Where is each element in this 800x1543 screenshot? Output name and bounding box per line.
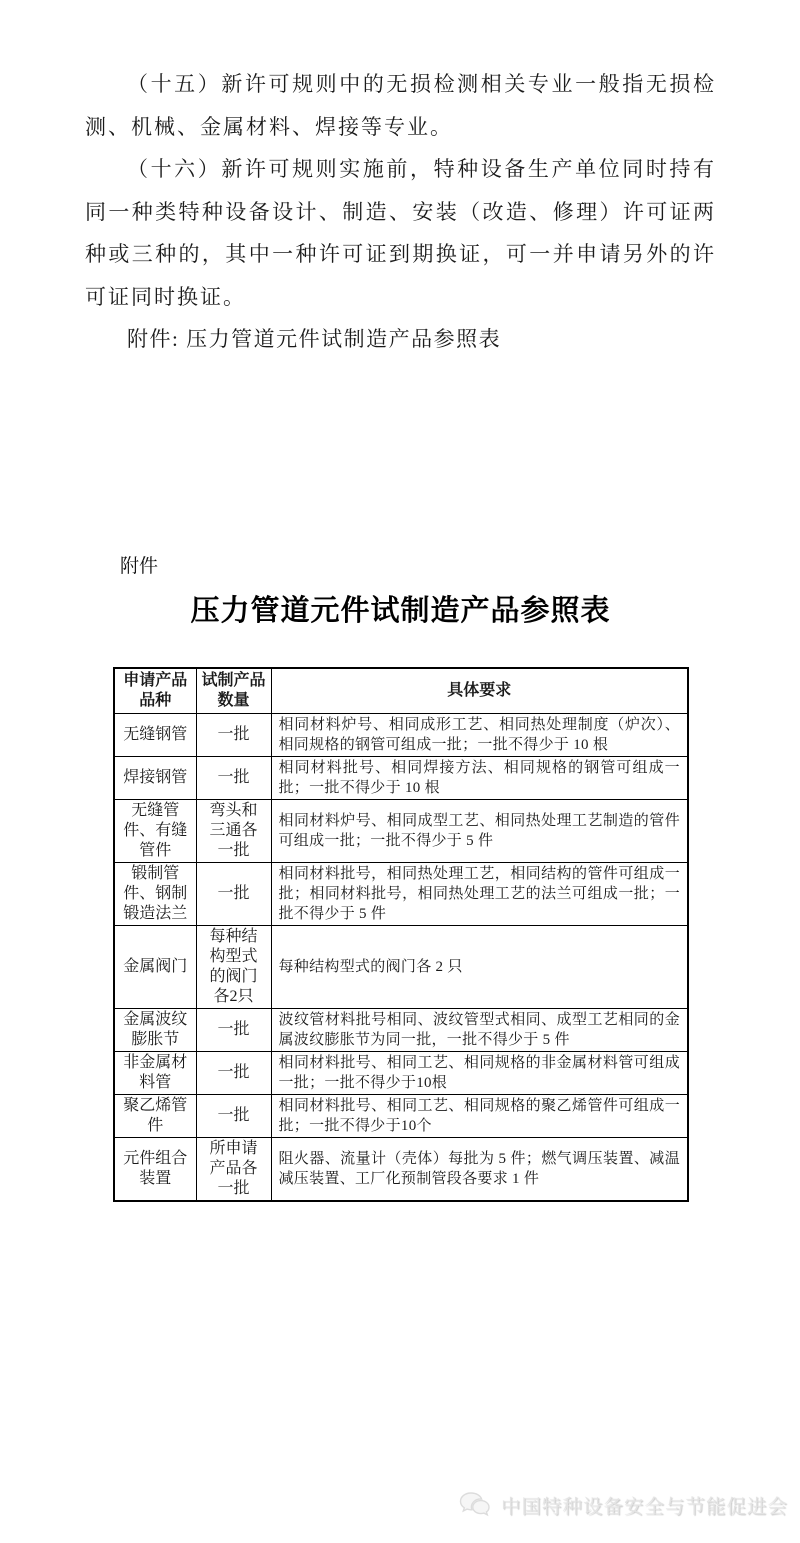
table-row [114,1009,688,1052]
table-row [114,1138,688,1202]
table-row [114,926,688,1009]
requirement-cell: 阻火器、流量计（壳体）每批为 5 件；燃气调压装置、减温减压装置、工厂化预制管段各要求 1 件 [271,1138,688,1202]
quantity-cell: 一批 [196,863,271,926]
requirement-cell: 相同材料炉号、相同成型工艺、相同热处理工艺制造的管件可组成一批；一批不得少于 5 件 [271,800,688,863]
table-row [114,863,688,926]
quantity-cell: 每种结构型式的阀门各2只 [196,926,271,1009]
reference-table [113,667,689,1202]
product-cell: 非金属材料管 [114,1052,196,1095]
product-cell: 焊接钢管 [114,757,196,800]
quantity-cell: 一批 [196,714,271,757]
header-product: 申请产品品种 [114,668,196,714]
product-cell: 元件组合装置 [114,1138,196,1202]
table-row [114,800,688,863]
requirement-cell: 相同材料批号，相同热处理工艺，相同结构的管件可组成一批；相同材料批号，相同热处理工艺的法兰可组成一批；一批不得少于 5 件 [271,863,688,926]
quantity-cell: 弯头和三通各一批 [196,800,271,863]
requirement-cell: 每种结构型式的阀门各 2 只 [271,926,688,1009]
table-row [114,1095,688,1138]
product-cell: 无缝钢管 [114,714,196,757]
requirement-cell: 相同材料炉号、相同成形工艺、相同热处理制度（炉次）、相同规格的钢管可组成一批；一批不得少于 10 根 [271,714,688,757]
quantity-cell: 一批 [196,1052,271,1095]
attachment-label: 附件 [120,556,159,577]
requirement-cell: 波纹管材料批号相同、波纹管型式相同、成型工艺相同的金属波纹膨胀节为同一批，一批不得少于 5 件 [271,1009,688,1052]
quantity-cell: 一批 [196,757,271,800]
product-cell: 聚乙烯管件 [114,1095,196,1138]
quantity-cell: 一批 [196,1095,271,1138]
quantity-cell: 一批 [196,1009,271,1052]
wechat-icon [458,1490,494,1520]
table-row [114,1052,688,1095]
footer-watermark [458,1490,788,1520]
header-requirement: 具体要求 [271,668,688,714]
paragraph-16: （十六）新许可规则实施前，特种设备生产单位同时持有同一种类特种设备设计、制造、安装（改造、修理）许可证两种或三种的，其中一种许可证到期换证，可一并申请另外的许可证同时换证。 [85,157,716,309]
product-cell: 锻制管件、钢制锻造法兰 [114,863,196,926]
footer-organization: 中国特种设备安全与节能促进会 [501,1496,789,1518]
table-row [114,757,688,800]
header-quantity: 试制产品数量 [196,668,271,714]
attachment-reference: 附件: 压力管道元件试制造产品参照表 [127,327,502,351]
table-row [114,714,688,757]
requirement-cell: 相同材料批号、相同工艺、相同规格的非金属材料管可组成一批；一批不得少于10根 [271,1052,688,1095]
body-text [85,63,716,361]
table-header-row [114,668,688,714]
paragraph-15: （十五）新许可规则中的无损检测相关专业一般指无损检测、机械、金属材料、焊接等专业。 [85,72,716,139]
quantity-cell: 所申请产品各一批 [196,1138,271,1202]
product-cell: 无缝管件、有缝管件 [114,800,196,863]
requirement-cell: 相同材料批号、相同焊接方法、相同规格的钢管可组成一批；一批不得少于 10 根 [271,757,688,800]
product-cell: 金属阀门 [114,926,196,1009]
product-cell: 金属波纹膨胀节 [114,1009,196,1052]
page-title: 压力管道元件试制造产品参照表 [190,595,611,627]
requirement-cell: 相同材料批号、相同工艺、相同规格的聚乙烯管件可组成一批；一批不得少于10个 [271,1095,688,1138]
